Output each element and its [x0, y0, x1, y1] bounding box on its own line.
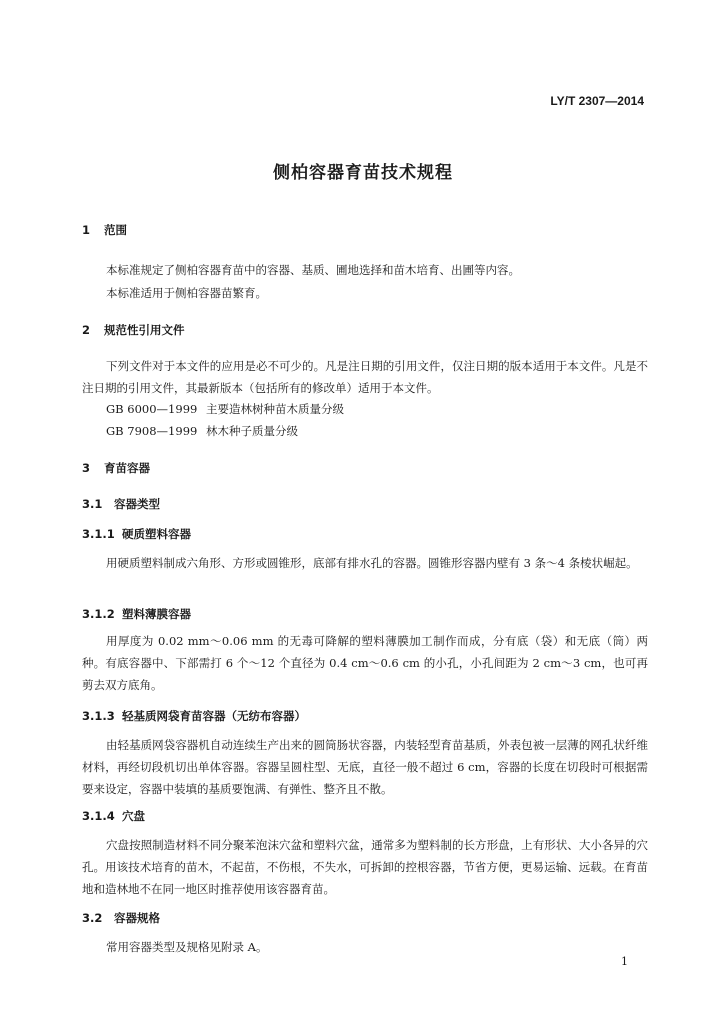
section-number: 3.1	[82, 497, 103, 511]
section-3-heading	[82, 460, 150, 476]
section-title: 硬质塑料容器	[122, 527, 191, 541]
section-title: 容器类型	[114, 497, 160, 511]
section-title: 育苗容器	[104, 461, 150, 475]
standard-code: LY/T 2307—2014	[550, 94, 644, 108]
section-3-1-2-paragraph: 用厚度为 0.02 mm～0.06 mm 的无毒可降解的塑料薄膜加工制作而成，分有底（袋）和无底（筒）两种。有底容器中、下部需打 6 个～12 个直径为 0.4 cm～0.6 cm 的小孔，小孔间距为 2 cm～3 cm，也可再剪去双方底角。	[82, 634, 648, 692]
reference-code: GB 7908—1999	[106, 424, 198, 438]
reference-name: 主要造林树种苗木质量分级	[206, 402, 344, 416]
section-1-heading	[82, 222, 127, 238]
section-title: 规范性引用文件	[104, 323, 185, 337]
section-3-1-3-paragraph: 由轻基质网袋容器机自动连续生产出来的圆筒肠状容器，内装轻型育苗基质，外表包被一层薄的网孔状纤维材料，再经切段机切出单体容器。容器呈圆柱型、无底，直径一般不超过 6 cm，容器的长度在切段时可根据需要来设定，容器中装填的基质要饱满、有弹性、整齐且不散。	[82, 738, 648, 796]
scope-line-1: 本标准规定了侧柏容器育苗中的容器、基质、圃地选择和苗木培育、出圃等内容。	[106, 263, 520, 277]
section-title: 穴盘	[122, 809, 145, 823]
section-3-1-3-heading	[82, 708, 306, 724]
section-number: 3.2	[82, 911, 103, 925]
section-3-1-heading	[82, 496, 160, 512]
section-3-2-heading	[82, 910, 160, 926]
section-number: 2	[82, 323, 91, 337]
document-title: 侧柏容器育苗技术规程	[273, 163, 453, 183]
reference-code: GB 6000—1999	[106, 402, 198, 416]
section-3-1-1-heading	[82, 526, 191, 542]
reference-item	[106, 423, 298, 439]
section-title: 塑料薄膜容器	[122, 607, 191, 621]
section-title: 范围	[104, 223, 127, 237]
section-3-1-4-heading	[82, 808, 145, 824]
page-number: 1	[621, 955, 628, 968]
scope-line-2: 本标准适用于侧柏容器苗繁育。	[106, 286, 267, 300]
section-title: 轻基质网袋育苗容器（无纺布容器）	[122, 709, 306, 723]
section-title: 容器规格	[114, 911, 160, 925]
section-2-heading	[82, 322, 185, 338]
section-number: 3.1.3	[82, 709, 115, 723]
section-number: 3.1.2	[82, 607, 115, 621]
section-number: 3.1.4	[82, 809, 115, 823]
section-number: 3	[82, 461, 91, 475]
references-paragraph: 下列文件对于本文件的应用是必不可少的。凡是注日期的引用文件，仅注日期的版本适用于本文件。凡是不注日期的引用文件，其最新版本（包括所有的修改单）适用于本文件。	[82, 359, 648, 395]
section-3-2-paragraph: 常用容器类型及规格见附录 A。	[106, 940, 268, 954]
reference-item	[106, 401, 344, 417]
section-3-1-2-heading	[82, 606, 191, 622]
reference-name: 林木种子质量分级	[206, 424, 298, 438]
section-3-1-4-paragraph: 穴盘按照制造材料不同分聚苯泡沫穴盆和塑料穴盆，通常多为塑料制的长方形盘，上有形状、大小各异的穴孔。用该技术培育的苗木，不起苗，不伤根，不失水，可拆卸的控根容器，节省方便，更易运输、远载。在育苗地和造林地不在同一地区时推荐使用该容器育苗。	[82, 838, 648, 896]
section-number: 3.1.1	[82, 527, 115, 541]
section-3-1-1-paragraph: 用硬质塑料制成六角形、方形或圆锥形，底部有排水孔的容器。圆锥形容器内壁有 3 条～4 条棱状崛起。	[106, 556, 638, 570]
section-number: 1	[82, 223, 91, 237]
